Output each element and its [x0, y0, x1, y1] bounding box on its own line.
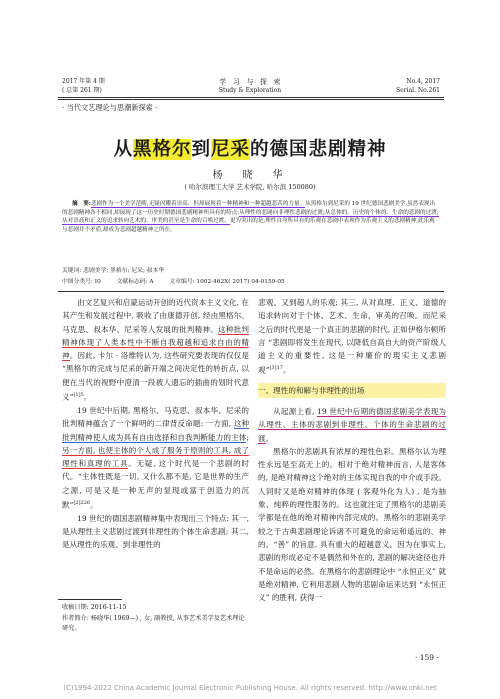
abstract-sentence: 更为突出的是,理性自身所具有的乐观在悲剧中表现作为乐观主义的悲剧精神,此乐观与悲剧并不矛盾,却成为悲剧超越精神之所在。 [62, 218, 435, 233]
issue-no-en: No.4, 2017 [406, 78, 440, 85]
text-run: 。 [282, 366, 291, 376]
paragraph [258, 405, 446, 445]
serial-label: ( 总第 261 期) [62, 87, 102, 94]
paragraph [62, 404, 249, 512]
body-right-column [258, 296, 446, 377]
text-run: 。 [265, 433, 274, 443]
paragraph: 19 世纪的德国悲剧精神集中表现出三个特点: 其一, 是从理性主义悲剧过渡到非理性的个体生命悲剧; 其二, 是从理性的乐观、到非理性的 [62, 513, 249, 550]
paragraph [62, 296, 249, 404]
serial-no-en: Serial. No.261 [396, 87, 440, 94]
text-run: 。因此, 卡尔 · 洛维特认为, 这些研究要表现的仅仅是 “黑格尔的完成与尼采的新开端之间决定性的转折点, 以便在当代的视野中澄清一段被人遗忘的插曲的划时代意义” [62, 351, 249, 402]
clc-number: 中图分类号: I0 [62, 279, 101, 285]
title-highlight-nietzsche: 尼采 [211, 139, 251, 160]
title-part: 从 [113, 139, 133, 160]
meta-rule [58, 291, 444, 292]
author-name: 杨 晓 华 [212, 170, 288, 181]
journal-title: 学 习 与 探 索 [219, 78, 281, 86]
affiliation: ( 哈尔滨理工大学 艺术学院, 哈尔滨 150080) [184, 183, 316, 191]
underlined-text: 这种批判精神使人成为具有自由选择和自我判断能力的主体 [62, 419, 249, 442]
citation: [1]5 [73, 392, 84, 399]
abstract-sentence: 从总体的、历史的个体的、生命的悲剧的过渡; [324, 209, 439, 216]
text-run: 19 世纪中后期, 黑格尔、马克思、叔本华、尼采的批判精神蕴含了一个鲜明的二律背反命题: 一方面, [62, 405, 249, 429]
article-title [0, 135, 500, 161]
title-highlight-hegel: 黑格尔 [132, 139, 192, 160]
underlined-text: 19 世纪中后期的德国悲剧美学表现为从理性、主体的悲剧到非理性、个体的生命悲剧的过渡 [258, 407, 447, 443]
abstract-sentence: 从理性的悲剧向非理性悲剧的过渡; [239, 209, 325, 216]
header-rule [58, 97, 444, 98]
abstract-sentence: 悲剧作为一个美学范畴,无疑闪耀着崇高、但却展现着一种精神和一种超越悲苦的力量。 [90, 201, 306, 207]
footnote-rule [58, 599, 122, 600]
text-run: 由文艺复兴和启蒙运动开创的近代资本主义文化, 在其产生和发展过程中, 吸收了由康德开创, 经由黑格尔、马克思、叔本华、尼采等人发展的批判精神。 [62, 298, 249, 334]
article-number: 文章编号: 1002-462X( 2017) 04-0159-05 [169, 279, 285, 285]
text-run: 。 [90, 500, 98, 510]
copyright-footer: (C)1994-2022 China Academic Journal Electronic Publishing House. All rights reserved. http://www.cnki.net [63, 684, 437, 692]
title-part: 到 [191, 139, 211, 160]
text-run: 。无疑, 这个时代是一个悲剧的时代。“主体性既是一切, 又什么都不是, 它是世界的生产之源, 可是又是一种无声的显现或富于创造力的沉默” [62, 459, 250, 510]
page-number: · 159 · [415, 653, 439, 662]
header-rule-2 [58, 99, 444, 100]
paragraph [258, 296, 446, 377]
text-run: 从起源上看, [273, 407, 318, 416]
author-bio: 作者简介: 杨晓华( 1969—) , 女, 副教授, 从事艺术美学及艺术理论研究。 [62, 615, 245, 632]
title-part: 的德国悲剧精神 [250, 139, 387, 160]
paragraph: 黑格尔的悲剧具有浓厚的理性色彩。黑格尔认为理性永远是至高无上的。相对于绝对精神而言, 人是客体的, 是绝对精神这个绝对的主体实现自我的中介或手段。人同时又是绝对精神的体现 ( 客观外化为人) , 是为抽象、纯粹的理性服务的。这也就注定了黑格尔的悲剧美学都是在他的绝对精神内部完成的。黑格尔的悲剧美学较之于古典悲剧理论诉诸不可避免的命运和遥远的、神的、“善” 的旨意, 具有重大的超越意义。因为在事实上, 悲剧的形成必定不是偶然和外在的, 悲剧的解决途径也并不是命运的必然。在黑格尔的悲剧理论中 “永恒正义” 就是绝对精神, 它利用悲剧人物的悲剧命运来达到 “永恒正义” 的胜利, 获得一 [258, 446, 446, 603]
abstract-sentence: 从黑格尔到尼采的 19 世纪德国悲剧美学,虽然表现出的悲剧精神各不相同,却展现了这一历史时期德国悲剧精神所具有的特点: [62, 201, 436, 216]
abstract [62, 200, 440, 234]
issue-label: 2017 年第 4 期 [62, 78, 105, 85]
citation: [3]17 [269, 365, 283, 372]
keywords: 关键词: 悲剧美学; 黑格尔; 尼采; 叔本华 [62, 268, 165, 274]
journal-title-en: Study & Exploration [218, 87, 282, 94]
underlined-text: 这种批判精神体现了人类本性中不断自我超越和追求自由的精神 [62, 324, 250, 361]
abstract-sentence: 从对崇高和正义的追求转向艺术的、审美的甚至是生命的召唤过渡。 [62, 218, 230, 225]
document-code: 文献标志码: A [116, 279, 154, 285]
underlined-text: 另一方面, 也使主体的个人成了服务于原则的工具, 成了理性和真理的工具 [62, 445, 249, 469]
body-left-column [62, 296, 249, 552]
column-tag: · 当代文艺理论与思潮新探索 · [62, 103, 158, 112]
article-meta [62, 278, 440, 286]
text-run: ; [246, 432, 249, 442]
section-heading: 一、理性的和解与非理性的出场 [258, 383, 446, 398]
text-run: 悲观、又到超人的乐观; 其三, 从对真理、正义、道德的追求转向对于个体、艺术、生命、审美的召唤。而尼采之后的时代更是一个真正的悲剧的时代, 正如伊格尔顿所言 “悲剧即将发生在现代, 以降低自高自大的资产阶级人道主义的重要性, 这是一种廉价的現实主义悲剧观” [258, 298, 446, 376]
received-date: 收稿日期: 2016-11-15 [62, 604, 127, 611]
text-run: 。 [83, 392, 92, 402]
abstract-label: 摘 要: [72, 201, 91, 207]
body-right-column-lower [258, 405, 446, 604]
citation: [2]226 [73, 499, 91, 506]
